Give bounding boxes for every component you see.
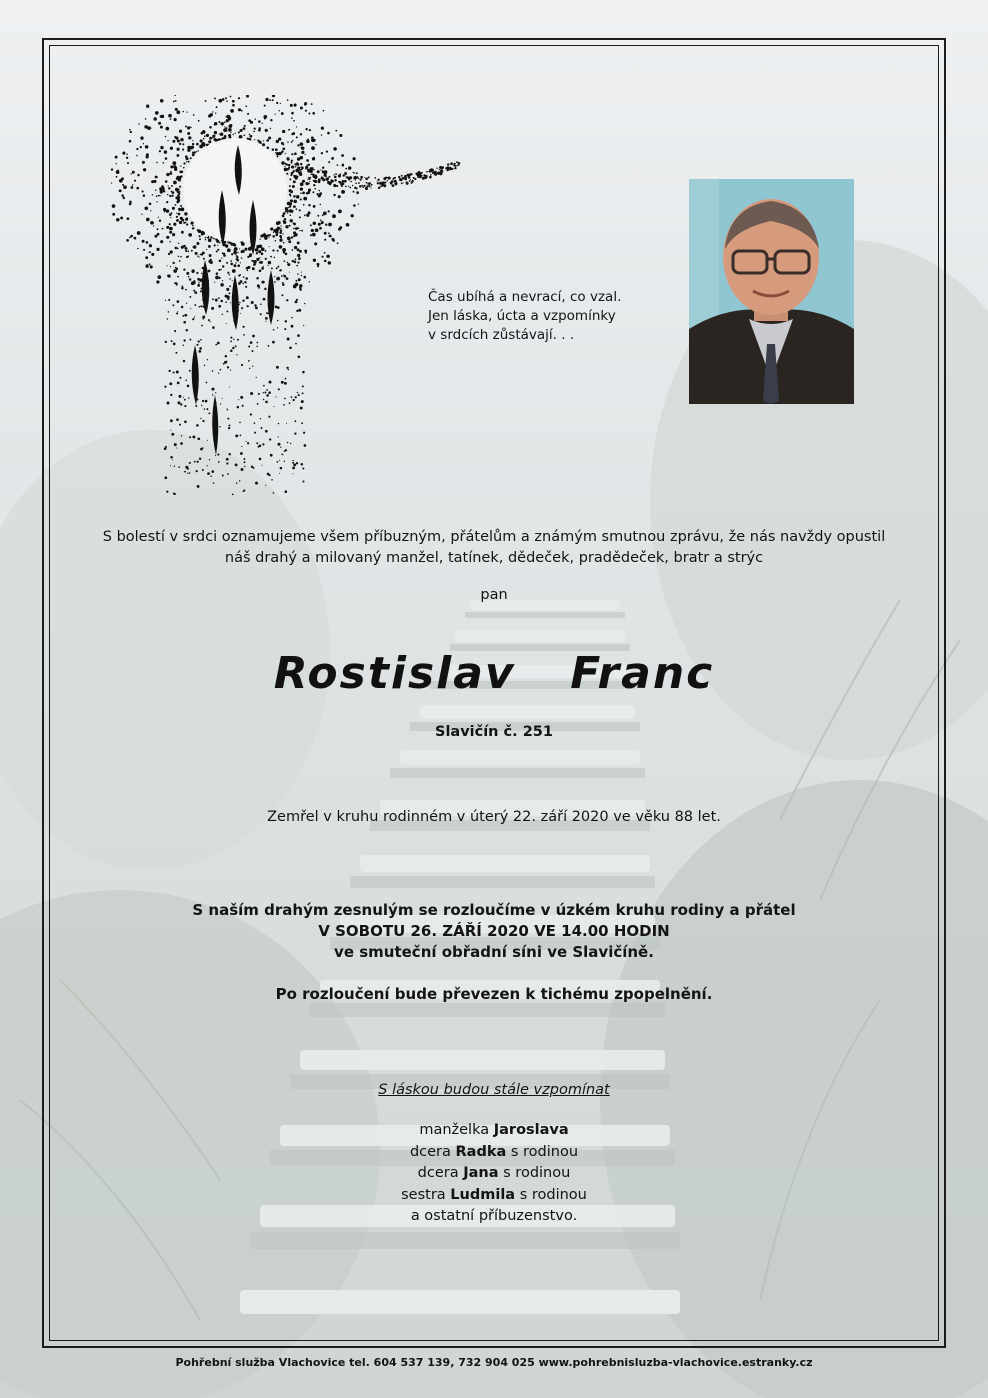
funeral-service-footer: Pohřební služba Vlachovice tel. 604 537 139, 732 904 025 www.pohrebnisluzba-vlachovice.estranky.cz — [175, 1356, 813, 1369]
mourner — [0, 1163, 988, 1185]
farewell-line: S naším drahým zesnulým se rozloučíme v úzkém kruhu rodiny a přátel — [192, 901, 796, 919]
farewell-date: V SOBOTU 26. ZÁŘÍ 2020 VE 14.00 HODIN — [318, 922, 670, 940]
mourner-name: Ludmila — [450, 1186, 516, 1203]
mourner-relation: dcera — [409, 1143, 451, 1160]
mourner-relation: manželka — [419, 1122, 490, 1138]
mourner-name: Jana — [463, 1165, 499, 1181]
mourner-suffix: s rodinou — [510, 1143, 579, 1160]
address: Slavičín č. 251 — [435, 724, 553, 740]
moon-flames-emblem — [95, 95, 465, 500]
mourner-relation: sestra — [401, 1186, 446, 1203]
mourner — [0, 1142, 988, 1164]
farewell-place: ve smuteční obřadní síni ve Slavičíně. — [334, 943, 654, 961]
mourner-name: Jaroslava — [493, 1122, 569, 1138]
mourner-relation: dcera — [417, 1165, 459, 1181]
mourner-name: Radka — [455, 1143, 507, 1160]
death-notice: Zemřel v kruhu rodinném v úterý 22. září 2020 ve věku 88 let. — [267, 809, 721, 825]
mourners-closing: a ostatní příbuzenstvo. — [410, 1208, 578, 1224]
cremation-note: Po rozloučení bude převezen k tichému zpopelnění. — [275, 985, 713, 1003]
mourner — [0, 1120, 988, 1142]
salutation: pan — [480, 587, 508, 603]
deceased-name: Rostislav Franc — [273, 648, 715, 699]
portrait-photo — [689, 179, 854, 404]
mourners-heading: S láskou budou stále vzpomínat — [378, 1082, 610, 1098]
announcement-line: náš drahý a milovaný manžel, tatínek, dědeček, pradědeček, bratr a strýc — [224, 550, 764, 566]
mourners-list — [0, 1120, 988, 1228]
quote-line: Jen láska, úcta a vzpomínky — [428, 308, 616, 324]
announcement-line: S bolestí v srdci oznamujeme všem příbuzným, přátelům a známým smutnou zprávu, že nás navždy opustil — [102, 529, 886, 545]
announcement — [100, 527, 888, 569]
mourner — [0, 1185, 988, 1207]
memorial-quote — [428, 288, 668, 345]
mourner-suffix: s rodinou — [519, 1186, 587, 1203]
quote-line: Čas ubíhá a nevrací, co vzal. — [428, 289, 622, 305]
mourner-suffix: s rodinou — [503, 1165, 571, 1181]
quote-line: v srdcích zůstávají. . . — [428, 327, 575, 343]
farewell-info — [0, 900, 988, 963]
